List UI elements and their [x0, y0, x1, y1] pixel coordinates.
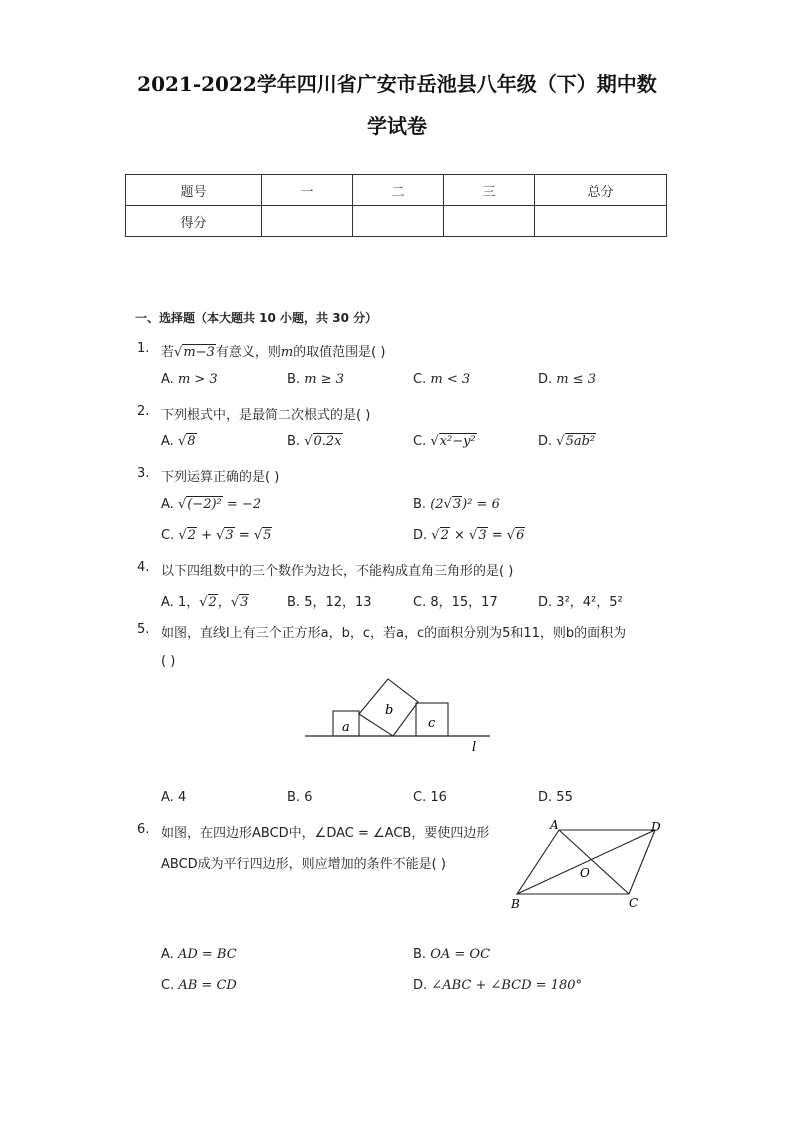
q5-option-b[interactable]	[287, 790, 312, 805]
option-radicand: x²−y²	[439, 434, 476, 449]
page-title-line1: 2021-2022学年四川省广安市岳池县八年级（下）期中数	[137, 72, 657, 96]
option-text: 6	[304, 790, 313, 805]
sqrt-symbol: √	[506, 528, 516, 543]
label-b: b	[385, 703, 394, 718]
q2-option-b[interactable]	[287, 434, 343, 449]
option-radicand: 6	[516, 528, 525, 543]
question-5-text-cont: ( )	[161, 654, 176, 669]
option-text: 5，12，13	[304, 595, 372, 610]
option-letter: D.	[538, 372, 553, 387]
sqrt-symbol: √	[216, 528, 225, 543]
sqrt-symbol: √	[253, 528, 263, 543]
score-cell[interactable]	[535, 206, 667, 237]
label-B: B	[511, 897, 520, 911]
sqrt-symbol: √	[430, 434, 439, 449]
question-4-text: 以下四组数中的三个数作为边长，不能构成直角三角形的是( )	[161, 564, 514, 579]
option-radicand: 3	[225, 528, 234, 543]
q1-pre: 若	[161, 345, 175, 360]
q5-option-a[interactable]	[161, 790, 186, 805]
q1-post: 的取值范围是( )	[293, 345, 386, 360]
score-table-row	[126, 206, 667, 237]
q5-option-c[interactable]	[413, 790, 447, 805]
option-letter: B.	[413, 497, 427, 512]
option-radicand: 2	[187, 528, 196, 543]
option-letter: A.	[161, 497, 174, 512]
score-row-label: 得分	[126, 206, 262, 237]
option-letter: D.	[538, 434, 553, 449]
question-number: 2.	[137, 404, 150, 419]
option-radicand: 8	[187, 434, 196, 449]
score-header-cell: 题号	[126, 175, 262, 206]
q4-option-b[interactable]	[287, 591, 372, 610]
option-text: OA = OC	[430, 947, 491, 962]
option-text: 3²，4²，5²	[556, 595, 623, 610]
option-letter: B.	[413, 947, 427, 962]
option-text: AB = CD	[178, 978, 237, 993]
q6-option-a[interactable]	[161, 947, 237, 962]
operator: ×	[449, 528, 470, 543]
option-letter: B.	[287, 595, 301, 610]
option-letter: C.	[413, 434, 427, 449]
sqrt-symbol: √	[178, 528, 187, 543]
option-letter: A.	[161, 434, 174, 449]
option-letter: C.	[413, 790, 427, 805]
question-5-text: 如图，直线l上有三个正方形a，b，c，若a，c的面积分别为5和11，则b的面积为	[161, 626, 627, 641]
score-table	[125, 174, 667, 237]
question-2-text: 下列根式中，是最简二次根式的是( )	[161, 408, 371, 423]
option-text: ∠ABC + ∠BCD = 180°	[431, 978, 583, 993]
section-title: 一、选择题（本大题共 10 小题，共 30 分）	[135, 311, 378, 325]
q5-figure	[300, 674, 500, 756]
option-radicand: 5ab²	[565, 434, 596, 449]
sqrt-symbol: √	[469, 528, 478, 543]
option-radicand: 5	[263, 528, 272, 543]
separator: ，	[217, 595, 231, 610]
q4-option-a[interactable]	[161, 591, 249, 610]
question-number: 5.	[137, 622, 150, 637]
option-letter: A.	[161, 372, 174, 387]
option-text: 8，15，17	[430, 595, 498, 610]
option-text: 1，	[177, 595, 200, 610]
label-a: a	[342, 720, 350, 735]
sqrt-symbol: √	[443, 497, 452, 512]
score-header-cell: 总分	[535, 175, 667, 206]
question-6-text: 如图，在四边形ABCD中，∠DAC = ∠ACB，要使四边形	[161, 826, 490, 841]
q1-radicand: m−3	[183, 345, 215, 360]
q6-option-d[interactable]	[413, 978, 582, 993]
q1-var: m	[280, 345, 294, 360]
label-c: c	[428, 716, 436, 731]
option-letter: C.	[413, 595, 427, 610]
option-letter: D.	[538, 790, 553, 805]
diagonal-ac	[559, 830, 629, 894]
score-header-cell: 二	[353, 175, 444, 206]
option-text: (2	[430, 497, 444, 512]
option-text: 4	[177, 790, 187, 805]
q1-option-b[interactable]	[287, 372, 344, 387]
sqrt-symbol: √	[230, 595, 240, 610]
sqrt-symbol: √	[556, 434, 565, 449]
score-header-cell: 一	[262, 175, 353, 206]
q5-option-d[interactable]	[538, 790, 573, 805]
option-letter: D.	[413, 978, 428, 993]
q1-option-c[interactable]	[413, 372, 470, 387]
option-letter: C.	[161, 528, 175, 543]
score-table-header-row	[126, 175, 667, 206]
label-O: O	[580, 866, 590, 880]
question-1-text	[161, 341, 385, 360]
sqrt-symbol: √	[431, 528, 440, 543]
option-radicand: 3	[240, 595, 249, 610]
option-letter: D.	[413, 528, 428, 543]
option-text: = −2	[222, 497, 262, 512]
question-6-text-cont: ABCD成为平行四边形，则应增加的条件不能是( )	[161, 857, 446, 872]
option-letter: A.	[161, 790, 174, 805]
option-letter: B.	[287, 372, 301, 387]
option-text: 55	[556, 790, 573, 805]
option-text: 16	[430, 790, 447, 805]
label-A: A	[550, 818, 559, 832]
sqrt-symbol: √	[177, 434, 187, 449]
option-text: m ≤ 3	[556, 372, 597, 387]
sqrt-symbol: √	[304, 434, 313, 449]
option-text: m ≥ 3	[304, 372, 344, 387]
operator: +	[196, 528, 217, 543]
q1-option-d[interactable]	[538, 372, 596, 387]
q2-option-c[interactable]	[413, 434, 477, 449]
q3-option-c[interactable]	[161, 528, 272, 543]
option-letter: A.	[161, 947, 174, 962]
question-number: 4.	[137, 560, 150, 575]
option-text: m < 3	[430, 372, 471, 387]
q2-option-a[interactable]	[161, 434, 197, 449]
option-radicand: 3	[478, 528, 487, 543]
option-letter: C.	[161, 978, 175, 993]
page-title-line2: 学试卷	[367, 114, 427, 138]
option-letter: A.	[161, 595, 174, 610]
q3-option-b[interactable]	[413, 497, 500, 512]
option-letter: C.	[413, 372, 427, 387]
option-radicand: 0.2x	[313, 434, 342, 449]
score-cell[interactable]	[262, 206, 353, 237]
option-text: )² = 6	[462, 497, 500, 512]
q4-option-d[interactable]	[538, 591, 623, 610]
label-D: D	[651, 820, 661, 834]
option-text: m > 3	[177, 372, 218, 387]
label-C: C	[629, 896, 639, 910]
q3-option-d[interactable]	[413, 528, 525, 543]
question-number: 6.	[137, 822, 150, 837]
question-number: 3.	[137, 466, 150, 481]
option-text: AD = BC	[177, 947, 237, 962]
sqrt-symbol: √	[199, 595, 208, 610]
option-radicand: 2	[208, 595, 217, 610]
question-number: 1.	[137, 341, 150, 356]
q3-option-a[interactable]	[161, 497, 261, 512]
operator: =	[234, 528, 254, 543]
option-letter: D.	[538, 595, 553, 610]
question-3-text: 下列运算正确的是( )	[161, 470, 280, 485]
label-l: l	[472, 740, 477, 755]
option-radicand: 3	[452, 497, 462, 512]
score-cell[interactable]	[444, 206, 535, 237]
option-letter: B.	[287, 434, 301, 449]
option-radicand: (−2)²	[187, 497, 222, 512]
q1-option-a[interactable]	[161, 372, 218, 387]
q4-option-c[interactable]	[413, 591, 498, 610]
q6-option-c[interactable]	[161, 978, 237, 993]
q2-option-d[interactable]	[538, 434, 596, 449]
operator: =	[487, 528, 507, 543]
sqrt-symbol: √	[174, 345, 183, 360]
score-header-cell: 三	[444, 175, 535, 206]
q1-mid: 有意义，则	[215, 345, 281, 360]
option-letter: B.	[287, 790, 301, 805]
score-cell[interactable]	[353, 206, 444, 237]
q6-figure	[505, 816, 670, 914]
q6-option-b[interactable]	[413, 947, 490, 962]
sqrt-symbol: √	[177, 497, 187, 512]
option-radicand: 2	[440, 528, 449, 543]
